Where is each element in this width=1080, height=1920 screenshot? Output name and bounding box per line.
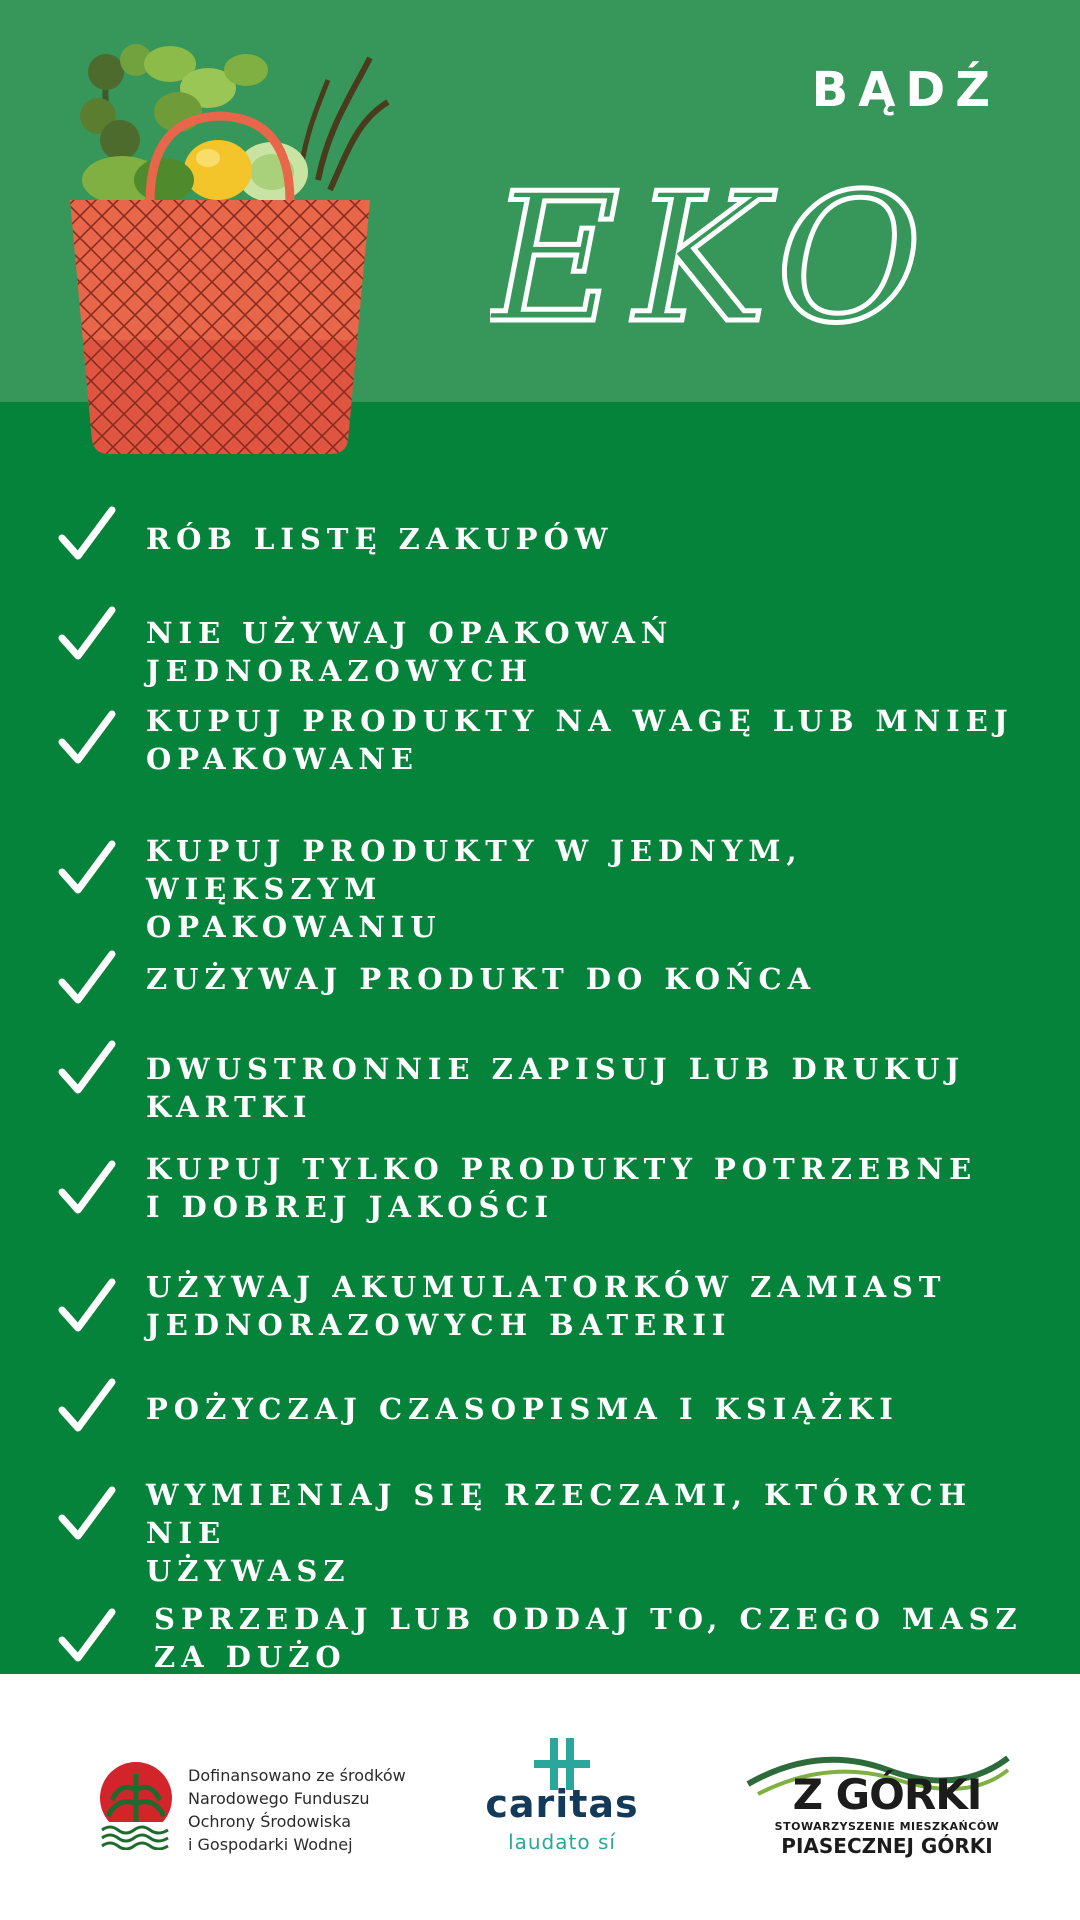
checkmark-icon xyxy=(58,1378,116,1436)
tip-text: ZUŻYWAJ PRODUKT DO KOŃCA xyxy=(146,962,817,996)
checkmark-icon xyxy=(58,1278,116,1336)
zgorki-name: Z GÓRKI xyxy=(792,1770,982,1819)
title-big-text: EKO xyxy=(490,155,937,360)
tip-text: SPRZEDAJ LUB ODDAJ TO, CZEGO MASZ ZA DUŻO xyxy=(154,1602,1023,1674)
zgorki-subtitle-2: PIASECZNEJ GÓRKI xyxy=(781,1834,993,1858)
zgorki-subtitle: STOWARZYSZENIE MIESZKAŃCÓW xyxy=(774,1820,1000,1833)
tip-text: UŻYWAJ AKUMULATORKÓW ZAMIAST JEDNORAZOWYCH BATERII xyxy=(146,1270,947,1342)
tip-text: NIE UŻYWAJ OPAKOWAŃ JEDNORAZOWYCH xyxy=(146,616,674,688)
nfosigw-text: Dofinansowano ze środków Narodowego Funduszu Ochrony Środowiska i Gospodarki Wodnej xyxy=(188,1766,406,1854)
tip-text: KUPUJ PRODUKTY NA WAGĘ LUB MNIEJ OPAKOWANE xyxy=(146,704,1014,776)
tip-text: KUPUJ PRODUKTY W JEDNYM, WIĘKSZYM OPAKOWANIU xyxy=(146,834,803,944)
title-small: BĄDŹ xyxy=(811,62,1000,118)
caritas-name: caritas xyxy=(485,1782,639,1826)
checkmark-icon xyxy=(58,840,116,898)
tip-text: DWUSTRONNIE ZAPISUJ LUB DRUKUJ KARTKI xyxy=(146,1052,966,1124)
checkmark-icon xyxy=(58,950,116,1008)
caritas-subtitle: laudato sí xyxy=(508,1830,616,1854)
tip-text: KUPUJ TYLKO PRODUKTY POTRZEBNE I DOBREJ JAKOŚCI xyxy=(146,1152,978,1224)
tip-text: WYMIENIAJ SIĘ RZECZAMI, KTÓRYCH NIE UŻYWASZ xyxy=(146,1478,973,1588)
checkmark-icon xyxy=(58,710,116,768)
checkmark-icon xyxy=(58,506,116,564)
checkmark-icon xyxy=(58,1160,116,1218)
checkmark-icon xyxy=(58,606,116,664)
checkmark-icon xyxy=(58,1608,116,1666)
checkmark-icon xyxy=(58,1040,116,1098)
nfosigw-logo xyxy=(96,1760,176,1850)
tip-text: RÓB LISTĘ ZAKUPÓW xyxy=(146,522,614,556)
checkmark-icon xyxy=(58,1486,116,1544)
tip-text: POŻYCZAJ CZASOPISMA I KSIĄŻKI xyxy=(146,1392,899,1426)
